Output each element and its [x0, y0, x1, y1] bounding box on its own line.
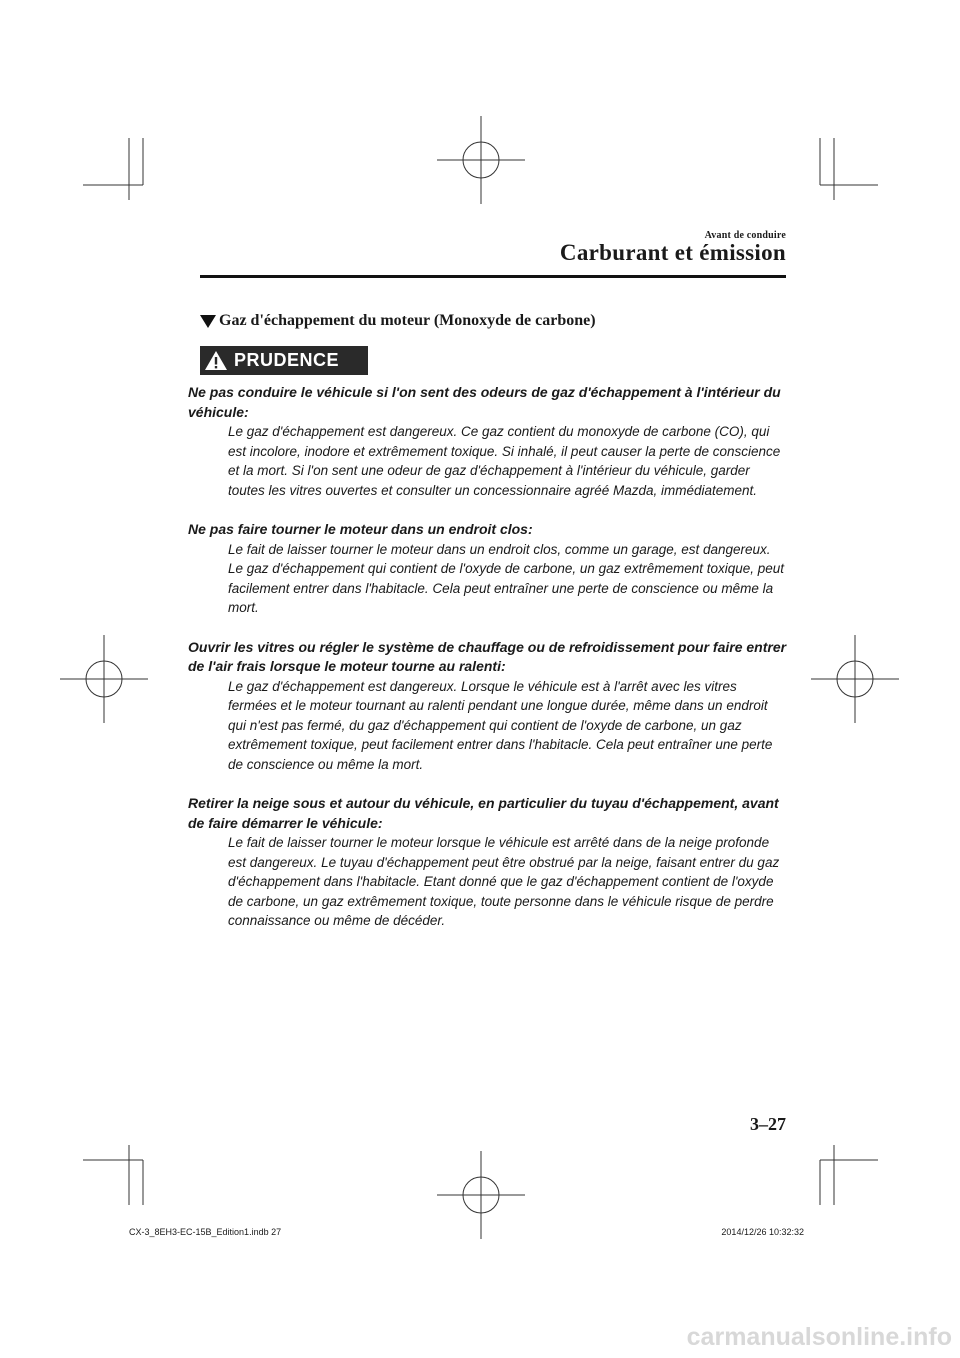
- header-divider: [200, 275, 786, 278]
- caution-banner: [200, 346, 368, 375]
- warning-heading: Ouvrir les vitres ou régler le système de chauffage ou de refroidissement pour faire entrer de l'air frais lorsque le moteur tourne au ralenti:: [188, 638, 787, 674]
- warning-body: Le fait de laisser tourner le moteur lorsque le véhicule est arrêté dans de la neige profonde est dangereux. Le tuyau d'échappement peut être obstrué par la neige, faisant entrer du gaz d'échappement dans l'habitacle. Etant donné que le gaz d'échappement contient de l'oxyde de carbone, un gaz extrêmement toxique, toute personne dans le véhicule risque de perdre connaissance ou même de décéder.: [228, 835, 780, 928]
- chapter-title: Carburant et émission: [559, 240, 786, 265]
- caution-label: PRUDENCE: [234, 350, 340, 370]
- warning-body: Le gaz d'échappement est dangereux. Ce gaz contient du monoxyde de carbone (CO), qui est incolore, inodore et extrêmement toxique. Si inhalé, il peut causer la perte de conscience et la mort. Si l'on sent une odeur de gaz d'échappement à l'intérieur du véhicule, garder toutes les vitres ouvertes et consulter un concessionnaire agréé Mazda, immédiatement.: [228, 424, 781, 498]
- watermark: carmanualsonline.info: [686, 1323, 952, 1351]
- warning-heading: Ne pas faire tourner le moteur dans un endroit clos:: [188, 521, 533, 537]
- print-timestamp: 2014/12/26 10:32:32: [721, 1227, 804, 1237]
- print-file-name: CX-3_8EH3-EC-15B_Edition1.indb 27: [129, 1227, 282, 1237]
- warning-body: Le fait de laisser tourner le moteur dans un endroit clos, comme un garage, est dangereux. Le gaz d'échappement qui contient de l'oxyde de carbone, un gaz extrêmement toxique, peut facilement entrer dans l'habitacle. Cela peut entraîner une perte de conscience ou même la mort.: [228, 541, 785, 615]
- warning-item: [188, 794, 788, 931]
- subsection-title: Gaz d'échappement du moteur (Monoxyde de carbone): [219, 312, 596, 329]
- warning-heading: Ne pas conduire le véhicule si l'on sent des odeurs de gaz d'échappement à l'intérieur du véhicule:: [188, 384, 781, 420]
- triangle-down-icon: [200, 315, 216, 328]
- warning-item: [188, 638, 788, 775]
- warning-item: [188, 520, 788, 618]
- warning-heading: Retirer la neige sous et autour du véhicule, en particulier du tuyau d'échappement, avant de faire démarrer le véhicule:: [188, 795, 779, 831]
- warning-body: Le gaz d'échappement est dangereux. Lorsque le véhicule est à l'arrêt avec les vitres fermées et le moteur tournant au ralenti pendant une longue durée, même dans un endroit qui n'est pas fermé, du gaz d'échappement qui contient de l'oxyde de carbone, un gaz extrêmement toxique, peut facilement entrer dans l'habitacle. Cela peut entraîner une perte de conscience ou même la mort.: [228, 678, 773, 772]
- section-label: Avant de conduire: [704, 230, 786, 241]
- warning-list: [188, 383, 788, 951]
- warning-icon: [204, 350, 228, 371]
- subsection-heading: [200, 312, 596, 330]
- page-number: 3–27: [750, 1114, 786, 1134]
- warning-item: [188, 383, 788, 500]
